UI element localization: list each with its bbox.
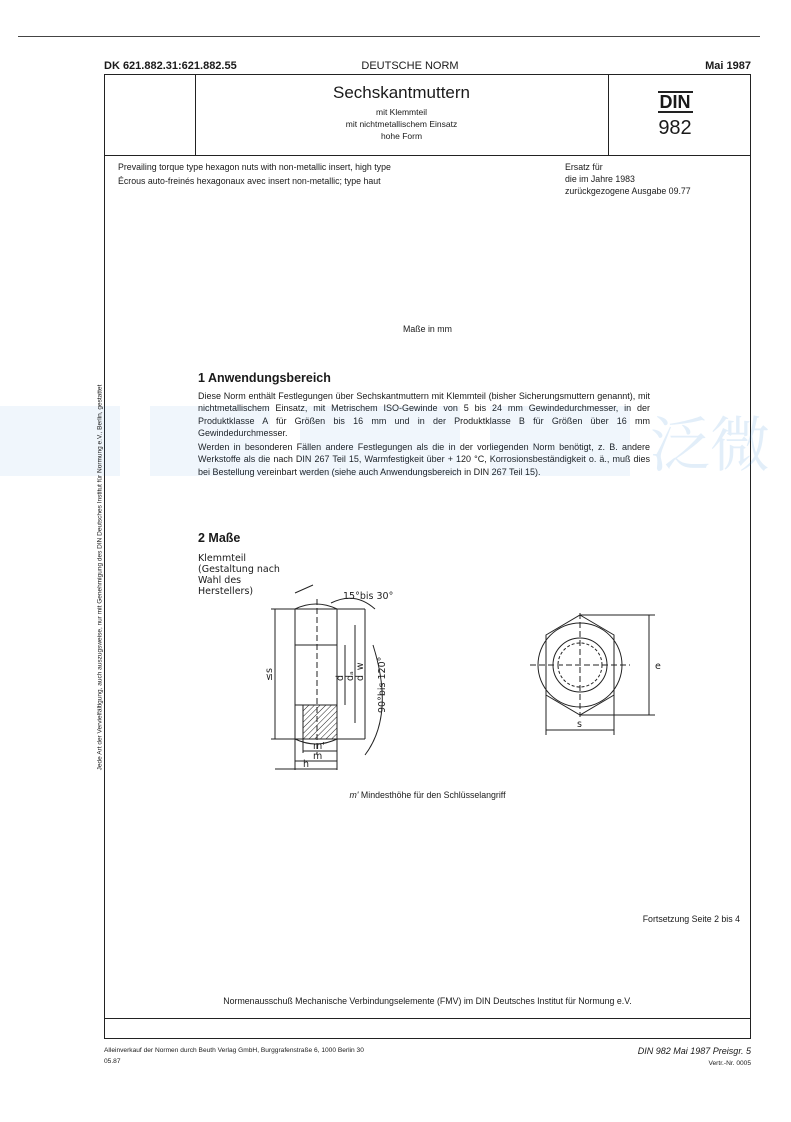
committee-line: Normenausschuß Mechanische Verbindungselemente (FMV) im DIN Deutsches Institut für Normung e.V.	[223, 996, 632, 1006]
title-sub-3: hohe Form	[380, 131, 423, 141]
footer-rule	[105, 1018, 750, 1019]
title-french: Écrous auto-freinés hexagonaux avec insert non-metallic; type haut	[118, 176, 381, 186]
top-view	[530, 613, 655, 735]
callout-line-2: (Gestaltung nach	[198, 564, 280, 575]
title-sub-1: mit Klemmteil	[375, 107, 427, 117]
caption-symbol: m'	[349, 790, 359, 800]
title-box-bottom	[105, 155, 750, 156]
watermark	[0, 398, 791, 488]
footer-date: 05.87	[104, 1058, 121, 1065]
footer-din-ref: DIN 982 Mai 1987 Preisgr. 5	[637, 1046, 751, 1056]
watermark-text: 泛微	[650, 411, 770, 481]
top-rule	[18, 36, 760, 37]
section-1-paragraph-1: Diese Norm enthält Festlegungen über Sechskantmuttern mit Klemmteil (bisher Sicherungsmuttern genannt), mit nichtmetallischem Einsatz, mit Metrischem ISO-Gewinde von 5 bis 24 mm Gewindedurchmesser, in der Produktklasse A für Größen bis 16 mm und in der Produktklasse B für Größen über 16 mm Gewindedurchmesser.	[198, 391, 650, 439]
angle-side-label: 90°bis 120°	[377, 656, 388, 713]
document-title: Sechskantmuttern	[332, 83, 470, 102]
section-1-heading: 1 Anwendungsbereich	[198, 371, 331, 385]
continuation-note: Fortsetzung Seite 2 bis 4	[642, 914, 740, 924]
dim-s-label: s	[577, 719, 582, 730]
title-sub-2: mit nichtmetallischem Einsatz	[345, 119, 458, 129]
section-1-paragraph-2: Werden in besonderen Fällen andere Festlegungen als die in der vorliegenden Norm benötigt, z. B. andere Werkstoffe als die nach DIN 267 Teil 15, Warmfestigkeit über + 120 °C, Korrosionsbeständigkeit o. ä., muß dies bei Bestellung vereinbart werden (siehe auch Anwendungsbereich in DIN 267 Teil 15).	[198, 442, 650, 477]
section-2-heading: 2 Maße	[198, 531, 241, 545]
nut-drawing	[255, 555, 735, 775]
dk-number: DK 621.882.31:621.882.55	[104, 60, 237, 72]
replacement-line-2: die im Jahre 1983	[565, 174, 635, 184]
document-frame	[104, 74, 751, 1039]
title-english: Prevailing torque type hexagon nuts with non-metallic insert, high type	[118, 162, 391, 172]
callout-line-3: Wahl des	[198, 575, 242, 586]
units-note: Maße in mm	[403, 324, 452, 334]
dim-e-label: e	[655, 661, 661, 672]
title-divider-right	[608, 75, 609, 155]
dim-s-left-label: ≤s	[264, 668, 275, 681]
dim-m-label: m	[313, 751, 323, 762]
angle-top-label: 15°bis 30°	[343, 591, 394, 602]
callout-line-4: Herstellers)	[198, 586, 254, 597]
issue-date: Mai 1987	[705, 60, 751, 72]
replacement-line-3: zurückgezogene Ausgabe 09.77	[565, 186, 691, 196]
callout-leader	[295, 585, 313, 593]
insert-hatch	[303, 705, 337, 739]
norm-label: DEUTSCHE NORM	[361, 60, 459, 72]
figure-caption	[105, 789, 750, 801]
footer-publisher: Alleinverkauf der Normen durch Beuth Verlag GmbH, Burggrafenstraße 6, 1000 Berlin 30	[104, 1047, 364, 1054]
callout-line-1: Klemmteil	[198, 553, 247, 564]
replacement-line-1: Ersatz für	[565, 162, 603, 172]
dim-dw-label: d_w	[355, 662, 366, 681]
copyright-sidebar: Jede Art der Vervielfältigung, auch auszugsweise, nur mit Genehmigung des DIN Deutsches Institut für Normung e.V., Berlin, gestattet	[96, 384, 104, 771]
caption-text: Mindesthöhe für den Schlüsselangriff	[358, 790, 506, 800]
din-number: 982	[658, 117, 692, 139]
dim-h-label: h	[303, 759, 310, 770]
dim-da-label: dₐ	[345, 671, 356, 681]
dim-d-label: d	[335, 674, 346, 681]
footer-vertr-nr: Vertr.-Nr. 0005	[708, 1060, 751, 1067]
din-logo: DIN	[659, 92, 691, 112]
dim-mprime-label: m'	[313, 741, 325, 752]
